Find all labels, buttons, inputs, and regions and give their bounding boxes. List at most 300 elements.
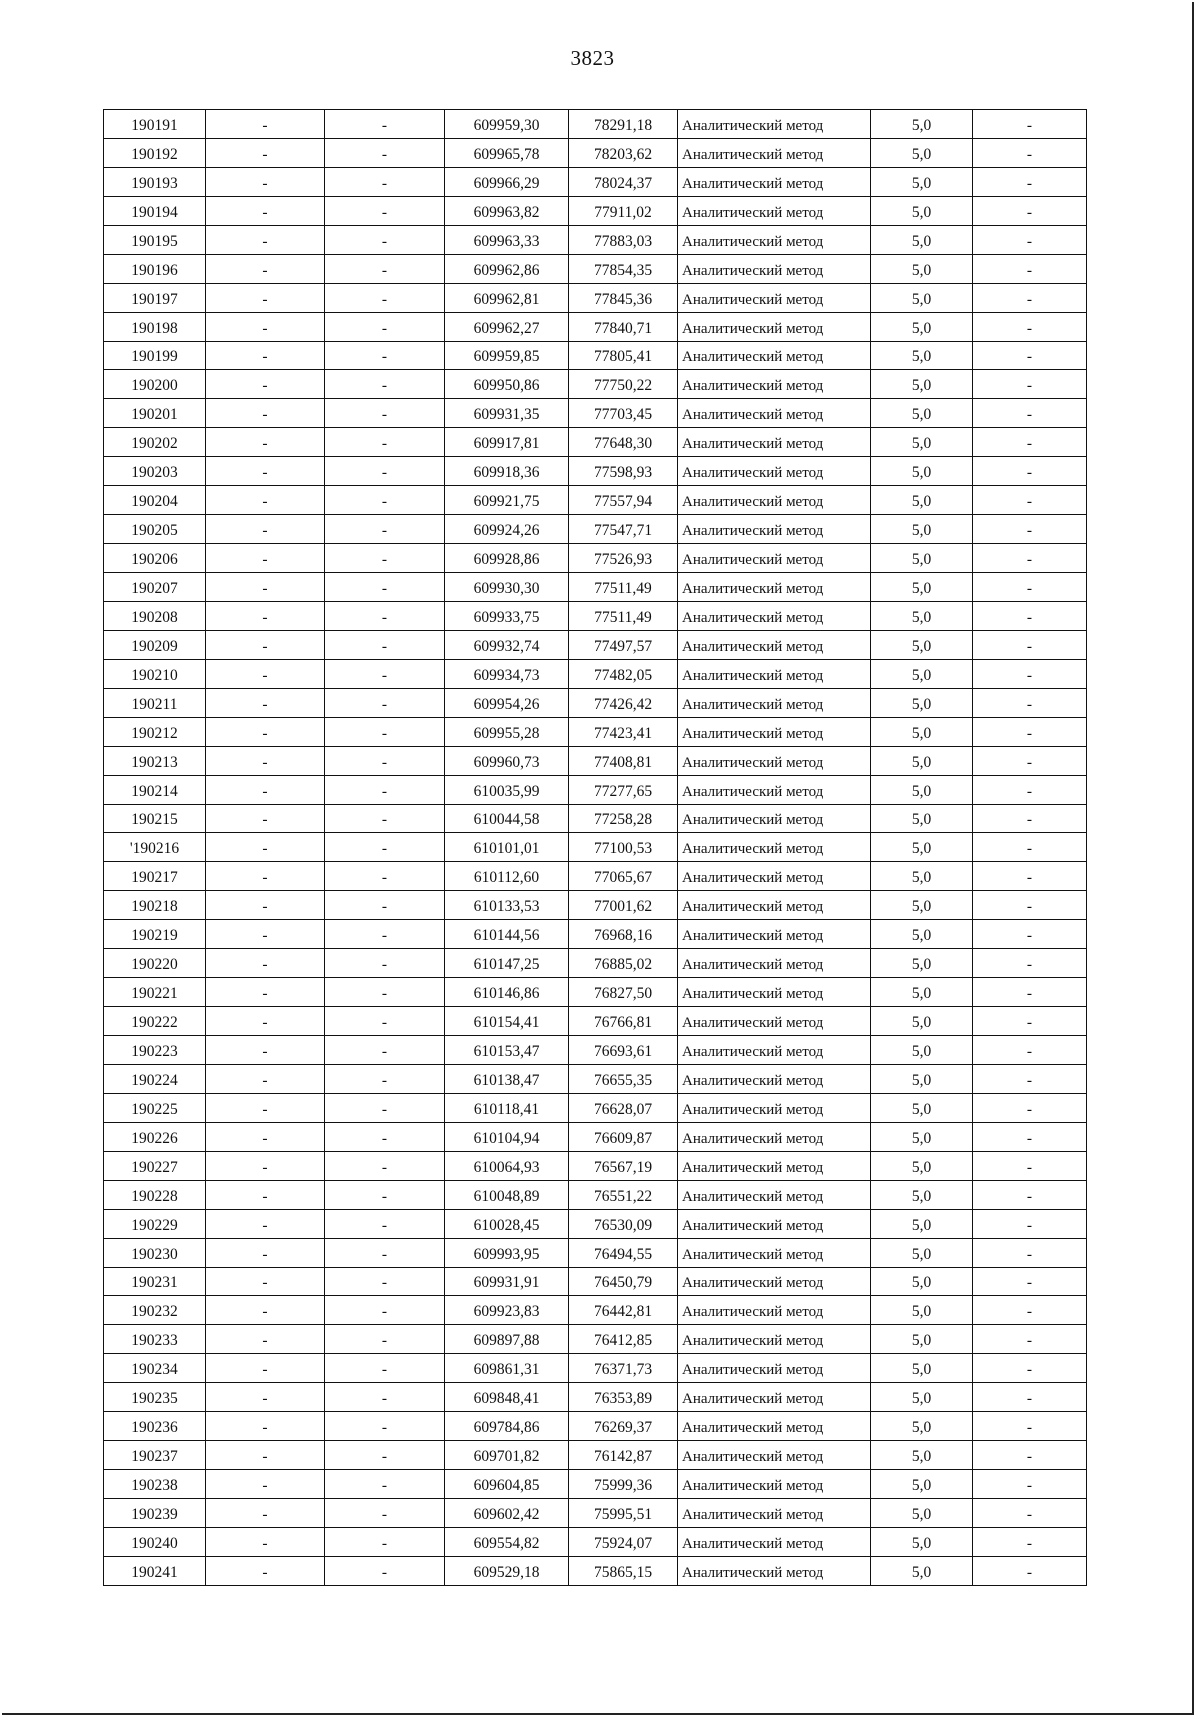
x-coordinate-cell: 609930,30 bbox=[445, 573, 569, 602]
empty-dash-cell: - bbox=[325, 1412, 445, 1441]
empty-dash-cell: - bbox=[325, 254, 445, 283]
y-coordinate-cell: 76968,16 bbox=[569, 920, 678, 949]
accuracy-cell: 5,0 bbox=[871, 601, 973, 630]
empty-dash-cell: - bbox=[325, 1383, 445, 1412]
x-coordinate-cell: 609784,86 bbox=[445, 1412, 569, 1441]
note-cell: - bbox=[973, 1556, 1087, 1585]
table-body bbox=[104, 110, 1087, 1586]
method-cell: Аналитический метод bbox=[678, 196, 871, 225]
y-coordinate-cell: 77703,45 bbox=[569, 399, 678, 428]
point-number-cell: 190202 bbox=[104, 428, 206, 457]
note-cell: - bbox=[973, 254, 1087, 283]
note-cell: - bbox=[973, 746, 1087, 775]
accuracy-cell: 5,0 bbox=[871, 949, 973, 978]
method-cell: Аналитический метод bbox=[678, 1296, 871, 1325]
table-row bbox=[104, 1267, 1087, 1296]
empty-dash-cell: - bbox=[325, 110, 445, 139]
empty-dash-cell: - bbox=[206, 283, 325, 312]
table-row bbox=[104, 1122, 1087, 1151]
x-coordinate-cell: 609602,42 bbox=[445, 1499, 569, 1528]
point-number-cell: 190200 bbox=[104, 370, 206, 399]
y-coordinate-cell: 76142,87 bbox=[569, 1441, 678, 1470]
y-coordinate-cell: 77805,41 bbox=[569, 341, 678, 370]
accuracy-cell: 5,0 bbox=[871, 1151, 973, 1180]
x-coordinate-cell: 609604,85 bbox=[445, 1470, 569, 1499]
empty-dash-cell: - bbox=[206, 1007, 325, 1036]
y-coordinate-cell: 77840,71 bbox=[569, 312, 678, 341]
table-row bbox=[104, 659, 1087, 688]
x-coordinate-cell: 610048,89 bbox=[445, 1180, 569, 1209]
x-coordinate-cell: 609931,91 bbox=[445, 1267, 569, 1296]
empty-dash-cell: - bbox=[325, 1007, 445, 1036]
x-coordinate-cell: 609917,81 bbox=[445, 428, 569, 457]
y-coordinate-cell: 77883,03 bbox=[569, 225, 678, 254]
empty-dash-cell: - bbox=[206, 978, 325, 1007]
empty-dash-cell: - bbox=[206, 1267, 325, 1296]
empty-dash-cell: - bbox=[325, 1122, 445, 1151]
point-number-cell: 190199 bbox=[104, 341, 206, 370]
empty-dash-cell: - bbox=[206, 428, 325, 457]
empty-dash-cell: - bbox=[206, 1036, 325, 1065]
empty-dash-cell: - bbox=[325, 370, 445, 399]
table-row bbox=[104, 486, 1087, 515]
empty-dash-cell: - bbox=[325, 573, 445, 602]
x-coordinate-cell: 610133,53 bbox=[445, 891, 569, 920]
y-coordinate-cell: 78203,62 bbox=[569, 138, 678, 167]
y-coordinate-cell: 75865,15 bbox=[569, 1556, 678, 1585]
y-coordinate-cell: 76494,55 bbox=[569, 1238, 678, 1267]
table-row bbox=[104, 717, 1087, 746]
note-cell: - bbox=[973, 949, 1087, 978]
accuracy-cell: 5,0 bbox=[871, 1238, 973, 1267]
method-cell: Аналитический метод bbox=[678, 370, 871, 399]
note-cell: - bbox=[973, 804, 1087, 833]
note-cell: - bbox=[973, 1383, 1087, 1412]
accuracy-cell: 5,0 bbox=[871, 891, 973, 920]
empty-dash-cell: - bbox=[325, 1064, 445, 1093]
point-number-cell: 190229 bbox=[104, 1209, 206, 1238]
empty-dash-cell: - bbox=[206, 1296, 325, 1325]
method-cell: Аналитический метод bbox=[678, 515, 871, 544]
point-number-cell: 190235 bbox=[104, 1383, 206, 1412]
y-coordinate-cell: 76412,85 bbox=[569, 1325, 678, 1354]
method-cell: Аналитический метод bbox=[678, 1354, 871, 1383]
x-coordinate-cell: 609701,82 bbox=[445, 1441, 569, 1470]
y-coordinate-cell: 77408,81 bbox=[569, 746, 678, 775]
x-coordinate-cell: 609963,82 bbox=[445, 196, 569, 225]
y-coordinate-cell: 78291,18 bbox=[569, 110, 678, 139]
empty-dash-cell: - bbox=[325, 775, 445, 804]
method-cell: Аналитический метод bbox=[678, 1180, 871, 1209]
y-coordinate-cell: 76766,81 bbox=[569, 1007, 678, 1036]
empty-dash-cell: - bbox=[325, 1093, 445, 1122]
point-number-cell: 190237 bbox=[104, 1441, 206, 1470]
y-coordinate-cell: 76353,89 bbox=[569, 1383, 678, 1412]
empty-dash-cell: - bbox=[325, 920, 445, 949]
y-coordinate-cell: 77065,67 bbox=[569, 862, 678, 891]
y-coordinate-cell: 77557,94 bbox=[569, 486, 678, 515]
table-row bbox=[104, 370, 1087, 399]
y-coordinate-cell: 76885,02 bbox=[569, 949, 678, 978]
table-row bbox=[104, 167, 1087, 196]
accuracy-cell: 5,0 bbox=[871, 833, 973, 862]
point-number-cell: 190214 bbox=[104, 775, 206, 804]
empty-dash-cell: - bbox=[206, 746, 325, 775]
table-row bbox=[104, 601, 1087, 630]
table-row bbox=[104, 1238, 1087, 1267]
table-row bbox=[104, 544, 1087, 573]
point-number-cell: 190215 bbox=[104, 804, 206, 833]
y-coordinate-cell: 77423,41 bbox=[569, 717, 678, 746]
empty-dash-cell: - bbox=[206, 1499, 325, 1528]
method-cell: Аналитический метод bbox=[678, 1209, 871, 1238]
note-cell: - bbox=[973, 573, 1087, 602]
accuracy-cell: 5,0 bbox=[871, 283, 973, 312]
x-coordinate-cell: 609918,36 bbox=[445, 457, 569, 486]
point-number-cell: 190212 bbox=[104, 717, 206, 746]
method-cell: Аналитический метод bbox=[678, 1238, 871, 1267]
method-cell: Аналитический метод bbox=[678, 573, 871, 602]
method-cell: Аналитический метод bbox=[678, 544, 871, 573]
y-coordinate-cell: 76609,87 bbox=[569, 1122, 678, 1151]
y-coordinate-cell: 77426,42 bbox=[569, 688, 678, 717]
point-number-cell: 190210 bbox=[104, 659, 206, 688]
table-row bbox=[104, 688, 1087, 717]
accuracy-cell: 5,0 bbox=[871, 1007, 973, 1036]
y-coordinate-cell: 77100,53 bbox=[569, 833, 678, 862]
point-number-cell: 190236 bbox=[104, 1412, 206, 1441]
accuracy-cell: 5,0 bbox=[871, 1064, 973, 1093]
empty-dash-cell: - bbox=[206, 630, 325, 659]
point-number-cell: 190226 bbox=[104, 1122, 206, 1151]
method-cell: Аналитический метод bbox=[678, 110, 871, 139]
method-cell: Аналитический метод bbox=[678, 1151, 871, 1180]
point-number-cell: 190192 bbox=[104, 138, 206, 167]
empty-dash-cell: - bbox=[325, 167, 445, 196]
empty-dash-cell: - bbox=[206, 138, 325, 167]
y-coordinate-cell: 75924,07 bbox=[569, 1527, 678, 1556]
y-coordinate-cell: 76827,50 bbox=[569, 978, 678, 1007]
point-number-cell: 190201 bbox=[104, 399, 206, 428]
point-number-cell: 190205 bbox=[104, 515, 206, 544]
empty-dash-cell: - bbox=[206, 1209, 325, 1238]
empty-dash-cell: - bbox=[206, 717, 325, 746]
empty-dash-cell: - bbox=[206, 1325, 325, 1354]
note-cell: - bbox=[973, 1036, 1087, 1065]
x-coordinate-cell: 610118,41 bbox=[445, 1093, 569, 1122]
empty-dash-cell: - bbox=[325, 804, 445, 833]
empty-dash-cell: - bbox=[206, 225, 325, 254]
x-coordinate-cell: 609960,73 bbox=[445, 746, 569, 775]
table-row bbox=[104, 1470, 1087, 1499]
accuracy-cell: 5,0 bbox=[871, 225, 973, 254]
y-coordinate-cell: 77526,93 bbox=[569, 544, 678, 573]
table-row bbox=[104, 1325, 1087, 1354]
method-cell: Аналитический метод bbox=[678, 1007, 871, 1036]
note-cell: - bbox=[973, 1325, 1087, 1354]
point-number-cell: 190220 bbox=[104, 949, 206, 978]
accuracy-cell: 5,0 bbox=[871, 486, 973, 515]
accuracy-cell: 5,0 bbox=[871, 341, 973, 370]
empty-dash-cell: - bbox=[325, 341, 445, 370]
table-row bbox=[104, 862, 1087, 891]
empty-dash-cell: - bbox=[325, 515, 445, 544]
accuracy-cell: 5,0 bbox=[871, 1527, 973, 1556]
y-coordinate-cell: 76442,81 bbox=[569, 1296, 678, 1325]
note-cell: - bbox=[973, 775, 1087, 804]
x-coordinate-cell: 609861,31 bbox=[445, 1354, 569, 1383]
note-cell: - bbox=[973, 225, 1087, 254]
method-cell: Аналитический метод bbox=[678, 1412, 871, 1441]
table-row bbox=[104, 457, 1087, 486]
table-row bbox=[104, 775, 1087, 804]
x-coordinate-cell: 609848,41 bbox=[445, 1383, 569, 1412]
x-coordinate-cell: 609962,27 bbox=[445, 312, 569, 341]
method-cell: Аналитический метод bbox=[678, 225, 871, 254]
point-number-cell: 190203 bbox=[104, 457, 206, 486]
x-coordinate-cell: 609959,85 bbox=[445, 341, 569, 370]
note-cell: - bbox=[973, 428, 1087, 457]
y-coordinate-cell: 75999,36 bbox=[569, 1470, 678, 1499]
point-number-cell: 190193 bbox=[104, 167, 206, 196]
x-coordinate-cell: 609932,74 bbox=[445, 630, 569, 659]
empty-dash-cell: - bbox=[206, 1151, 325, 1180]
empty-dash-cell: - bbox=[206, 1527, 325, 1556]
table-row bbox=[104, 1441, 1087, 1470]
empty-dash-cell: - bbox=[325, 1238, 445, 1267]
x-coordinate-cell: 609931,35 bbox=[445, 399, 569, 428]
point-number-cell: 190196 bbox=[104, 254, 206, 283]
empty-dash-cell: - bbox=[206, 254, 325, 283]
note-cell: - bbox=[973, 659, 1087, 688]
empty-dash-cell: - bbox=[206, 486, 325, 515]
coordinates-table bbox=[103, 109, 1087, 1586]
x-coordinate-cell: 609897,88 bbox=[445, 1325, 569, 1354]
note-cell: - bbox=[973, 167, 1087, 196]
y-coordinate-cell: 77750,22 bbox=[569, 370, 678, 399]
x-coordinate-cell: 610064,93 bbox=[445, 1151, 569, 1180]
empty-dash-cell: - bbox=[206, 1556, 325, 1585]
empty-dash-cell: - bbox=[206, 1441, 325, 1470]
accuracy-cell: 5,0 bbox=[871, 138, 973, 167]
y-coordinate-cell: 77511,49 bbox=[569, 601, 678, 630]
point-number-cell: 190219 bbox=[104, 920, 206, 949]
method-cell: Аналитический метод bbox=[678, 1267, 871, 1296]
accuracy-cell: 5,0 bbox=[871, 1470, 973, 1499]
y-coordinate-cell: 76371,73 bbox=[569, 1354, 678, 1383]
note-cell: - bbox=[973, 457, 1087, 486]
empty-dash-cell: - bbox=[325, 1527, 445, 1556]
empty-dash-cell: - bbox=[206, 1383, 325, 1412]
table-row bbox=[104, 1383, 1087, 1412]
accuracy-cell: 5,0 bbox=[871, 1441, 973, 1470]
y-coordinate-cell: 77258,28 bbox=[569, 804, 678, 833]
empty-dash-cell: - bbox=[206, 1238, 325, 1267]
empty-dash-cell: - bbox=[206, 110, 325, 139]
table-row bbox=[104, 515, 1087, 544]
note-cell: - bbox=[973, 1007, 1087, 1036]
note-cell: - bbox=[973, 1267, 1087, 1296]
note-cell: - bbox=[973, 920, 1087, 949]
method-cell: Аналитический метод bbox=[678, 862, 871, 891]
point-number-cell: 190230 bbox=[104, 1238, 206, 1267]
empty-dash-cell: - bbox=[325, 312, 445, 341]
table-row bbox=[104, 225, 1087, 254]
x-coordinate-cell: 609554,82 bbox=[445, 1527, 569, 1556]
x-coordinate-cell: 609923,83 bbox=[445, 1296, 569, 1325]
point-number-cell: 190238 bbox=[104, 1470, 206, 1499]
table-row bbox=[104, 341, 1087, 370]
accuracy-cell: 5,0 bbox=[871, 1499, 973, 1528]
x-coordinate-cell: 609962,86 bbox=[445, 254, 569, 283]
note-cell: - bbox=[973, 891, 1087, 920]
x-coordinate-cell: 609966,29 bbox=[445, 167, 569, 196]
empty-dash-cell: - bbox=[206, 167, 325, 196]
table-row bbox=[104, 573, 1087, 602]
note-cell: - bbox=[973, 399, 1087, 428]
point-number-cell: 190194 bbox=[104, 196, 206, 225]
x-coordinate-cell: 610147,25 bbox=[445, 949, 569, 978]
empty-dash-cell: - bbox=[206, 775, 325, 804]
empty-dash-cell: - bbox=[325, 225, 445, 254]
accuracy-cell: 5,0 bbox=[871, 1412, 973, 1441]
empty-dash-cell: - bbox=[325, 486, 445, 515]
method-cell: Аналитический метод bbox=[678, 746, 871, 775]
accuracy-cell: 5,0 bbox=[871, 688, 973, 717]
x-coordinate-cell: 609955,28 bbox=[445, 717, 569, 746]
x-coordinate-cell: 610028,45 bbox=[445, 1209, 569, 1238]
note-cell: - bbox=[973, 862, 1087, 891]
note-cell: - bbox=[973, 1441, 1087, 1470]
accuracy-cell: 5,0 bbox=[871, 573, 973, 602]
accuracy-cell: 5,0 bbox=[871, 1296, 973, 1325]
method-cell: Аналитический метод bbox=[678, 457, 871, 486]
x-coordinate-cell: 610044,58 bbox=[445, 804, 569, 833]
point-number-cell: '190216 bbox=[104, 833, 206, 862]
point-number-cell: 190204 bbox=[104, 486, 206, 515]
table-row bbox=[104, 1093, 1087, 1122]
point-number-cell: 190213 bbox=[104, 746, 206, 775]
method-cell: Аналитический метод bbox=[678, 601, 871, 630]
accuracy-cell: 5,0 bbox=[871, 920, 973, 949]
empty-dash-cell: - bbox=[325, 688, 445, 717]
point-number-cell: 190221 bbox=[104, 978, 206, 1007]
x-coordinate-cell: 609993,95 bbox=[445, 1238, 569, 1267]
method-cell: Аналитический метод bbox=[678, 630, 871, 659]
x-coordinate-cell: 609934,73 bbox=[445, 659, 569, 688]
empty-dash-cell: - bbox=[325, 428, 445, 457]
table-row bbox=[104, 920, 1087, 949]
note-cell: - bbox=[973, 1296, 1087, 1325]
empty-dash-cell: - bbox=[325, 978, 445, 1007]
y-coordinate-cell: 77001,62 bbox=[569, 891, 678, 920]
method-cell: Аналитический метод bbox=[678, 399, 871, 428]
table-row bbox=[104, 1007, 1087, 1036]
empty-dash-cell: - bbox=[325, 630, 445, 659]
method-cell: Аналитический метод bbox=[678, 283, 871, 312]
point-number-cell: 190222 bbox=[104, 1007, 206, 1036]
x-coordinate-cell: 609921,75 bbox=[445, 486, 569, 515]
y-coordinate-cell: 76628,07 bbox=[569, 1093, 678, 1122]
note-cell: - bbox=[973, 1527, 1087, 1556]
table-row bbox=[104, 978, 1087, 1007]
point-number-cell: 190241 bbox=[104, 1556, 206, 1585]
y-coordinate-cell: 76450,79 bbox=[569, 1267, 678, 1296]
empty-dash-cell: - bbox=[206, 862, 325, 891]
note-cell: - bbox=[973, 515, 1087, 544]
empty-dash-cell: - bbox=[206, 515, 325, 544]
accuracy-cell: 5,0 bbox=[871, 428, 973, 457]
accuracy-cell: 5,0 bbox=[871, 1267, 973, 1296]
accuracy-cell: 5,0 bbox=[871, 746, 973, 775]
table-row bbox=[104, 138, 1087, 167]
y-coordinate-cell: 76655,35 bbox=[569, 1064, 678, 1093]
table-row bbox=[104, 1556, 1087, 1585]
method-cell: Аналитический метод bbox=[678, 659, 871, 688]
accuracy-cell: 5,0 bbox=[871, 978, 973, 1007]
y-coordinate-cell: 77845,36 bbox=[569, 283, 678, 312]
method-cell: Аналитический метод bbox=[678, 1470, 871, 1499]
accuracy-cell: 5,0 bbox=[871, 775, 973, 804]
table-row bbox=[104, 1064, 1087, 1093]
method-cell: Аналитический метод bbox=[678, 949, 871, 978]
note-cell: - bbox=[973, 601, 1087, 630]
point-number-cell: 190240 bbox=[104, 1527, 206, 1556]
accuracy-cell: 5,0 bbox=[871, 1354, 973, 1383]
accuracy-cell: 5,0 bbox=[871, 1036, 973, 1065]
y-coordinate-cell: 77911,02 bbox=[569, 196, 678, 225]
accuracy-cell: 5,0 bbox=[871, 544, 973, 573]
empty-dash-cell: - bbox=[206, 920, 325, 949]
x-coordinate-cell: 610146,86 bbox=[445, 978, 569, 1007]
empty-dash-cell: - bbox=[325, 891, 445, 920]
method-cell: Аналитический метод bbox=[678, 1556, 871, 1585]
method-cell: Аналитический метод bbox=[678, 804, 871, 833]
x-coordinate-cell: 609928,86 bbox=[445, 544, 569, 573]
x-coordinate-cell: 610154,41 bbox=[445, 1007, 569, 1036]
note-cell: - bbox=[973, 1470, 1087, 1499]
note-cell: - bbox=[973, 1122, 1087, 1151]
empty-dash-cell: - bbox=[206, 601, 325, 630]
point-number-cell: 190206 bbox=[104, 544, 206, 573]
point-number-cell: 190209 bbox=[104, 630, 206, 659]
empty-dash-cell: - bbox=[325, 1296, 445, 1325]
empty-dash-cell: - bbox=[325, 1151, 445, 1180]
empty-dash-cell: - bbox=[206, 312, 325, 341]
accuracy-cell: 5,0 bbox=[871, 399, 973, 428]
accuracy-cell: 5,0 bbox=[871, 862, 973, 891]
empty-dash-cell: - bbox=[206, 891, 325, 920]
note-cell: - bbox=[973, 370, 1087, 399]
point-number-cell: 190225 bbox=[104, 1093, 206, 1122]
empty-dash-cell: - bbox=[206, 457, 325, 486]
table-row bbox=[104, 833, 1087, 862]
method-cell: Аналитический метод bbox=[678, 341, 871, 370]
empty-dash-cell: - bbox=[206, 1470, 325, 1499]
point-number-cell: 190232 bbox=[104, 1296, 206, 1325]
note-cell: - bbox=[973, 717, 1087, 746]
empty-dash-cell: - bbox=[325, 833, 445, 862]
empty-dash-cell: - bbox=[325, 1180, 445, 1209]
method-cell: Аналитический метод bbox=[678, 254, 871, 283]
empty-dash-cell: - bbox=[325, 1036, 445, 1065]
accuracy-cell: 5,0 bbox=[871, 1180, 973, 1209]
y-coordinate-cell: 76530,09 bbox=[569, 1209, 678, 1238]
note-cell: - bbox=[973, 544, 1087, 573]
x-coordinate-cell: 609950,86 bbox=[445, 370, 569, 399]
method-cell: Аналитический метод bbox=[678, 312, 871, 341]
x-coordinate-cell: 610101,01 bbox=[445, 833, 569, 862]
